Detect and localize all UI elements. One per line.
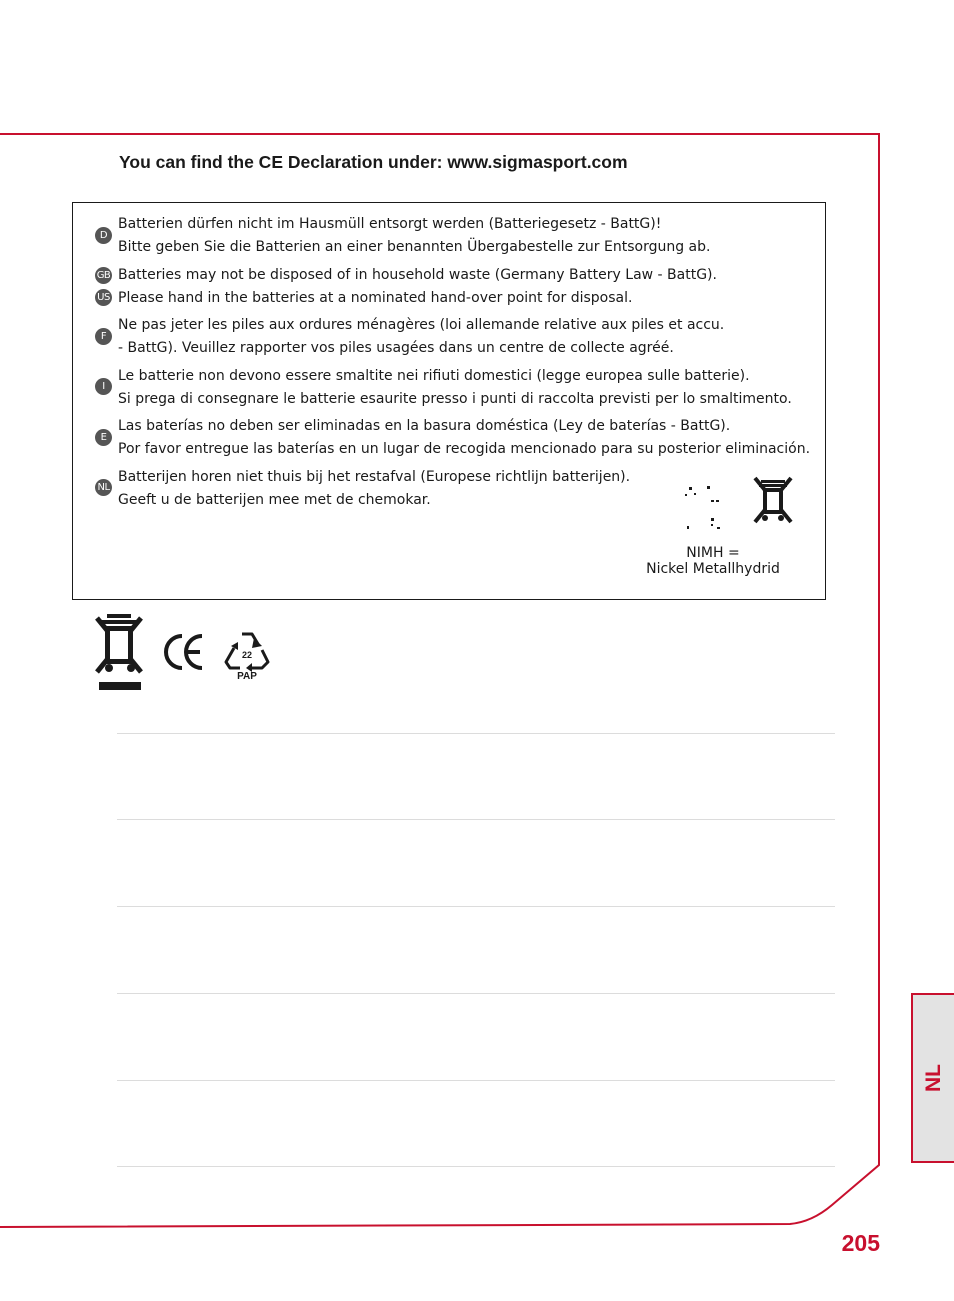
lang-badge-nl: NL: [95, 479, 112, 496]
notice-line: Geeft u de batterijen mee met de chemokar.: [118, 492, 431, 508]
note-line: [117, 906, 835, 907]
notice-line: Si prega di consegnare le batterie esaurite presso i punti di raccolta previsti per lo smaltimento.: [118, 391, 792, 407]
notice-line: Le batterie non devono essere smaltite nei rifiuti domestici (legge europea sulle batterie).: [118, 368, 750, 384]
nimh-line: Nickel Metallhydrid: [646, 561, 780, 577]
page-number: 205: [841, 1230, 880, 1256]
notice-line: Por favor entregue las baterías en un lugar de recogida mencionado para su posterior eliminación.: [118, 441, 811, 457]
crossed-bin-icon: [751, 474, 795, 526]
language-tab-label: NL: [921, 1064, 945, 1092]
recycle-label: PAP: [237, 671, 257, 682]
language-tab: [911, 993, 954, 1163]
nimh-label: [633, 545, 793, 577]
note-line: [117, 733, 835, 734]
lang-badge-e: E: [95, 429, 112, 446]
lang-badge-i: I: [95, 378, 112, 395]
ce-declaration-text: You can find the CE Declaration under: www.sigmasport.com: [119, 152, 628, 172]
crossed-bin-icon: [93, 612, 147, 692]
lang-badge-us: US: [95, 289, 112, 306]
nimh-line: NIMH =: [686, 545, 740, 561]
ce-mark-icon: [163, 632, 205, 672]
note-line: [117, 819, 835, 820]
notice-line: Bitte geben Sie die Batterien an einer benannten Übergabestelle zur Entsorgung ab.: [118, 239, 711, 255]
notice-line: Ne pas jeter les piles aux ordures ménagères (loi allemande relative aux piles et accu.: [118, 317, 725, 333]
notice-line: Batteries may not be disposed of in household waste (Germany Battery Law - BattG).: [118, 267, 717, 283]
notice-line: Batterien dürfen nicht im Hausmüll entsorgt werden (Batteriegesetz - BattG)!: [118, 216, 662, 232]
lang-badge-d: D: [95, 227, 112, 244]
recycle-code: 22: [241, 650, 252, 660]
notice-line: Las baterías no deben ser eliminadas en la basura doméstica (Ley de baterías - BattG).: [118, 418, 731, 434]
dotted-bin-icon: [681, 483, 725, 533]
battery-disposal-notice: [72, 202, 826, 600]
note-line: [117, 1080, 835, 1081]
lang-badge-f: F: [95, 328, 112, 345]
notice-line: - BattG). Veuillez rapporter vos piles usagées dans un centre de collecte agréé.: [118, 340, 674, 356]
notice-line: Please hand in the batteries at a nominated hand-over point for disposal.: [118, 290, 633, 306]
lang-badge-gb: GB: [95, 267, 112, 284]
recycling-triangle-icon: [224, 630, 270, 685]
note-line: [117, 993, 835, 994]
notice-line: Batterijen horen niet thuis bij het restafval (Europese richtlijn batterijen).: [118, 469, 631, 485]
note-line: [117, 1166, 835, 1167]
